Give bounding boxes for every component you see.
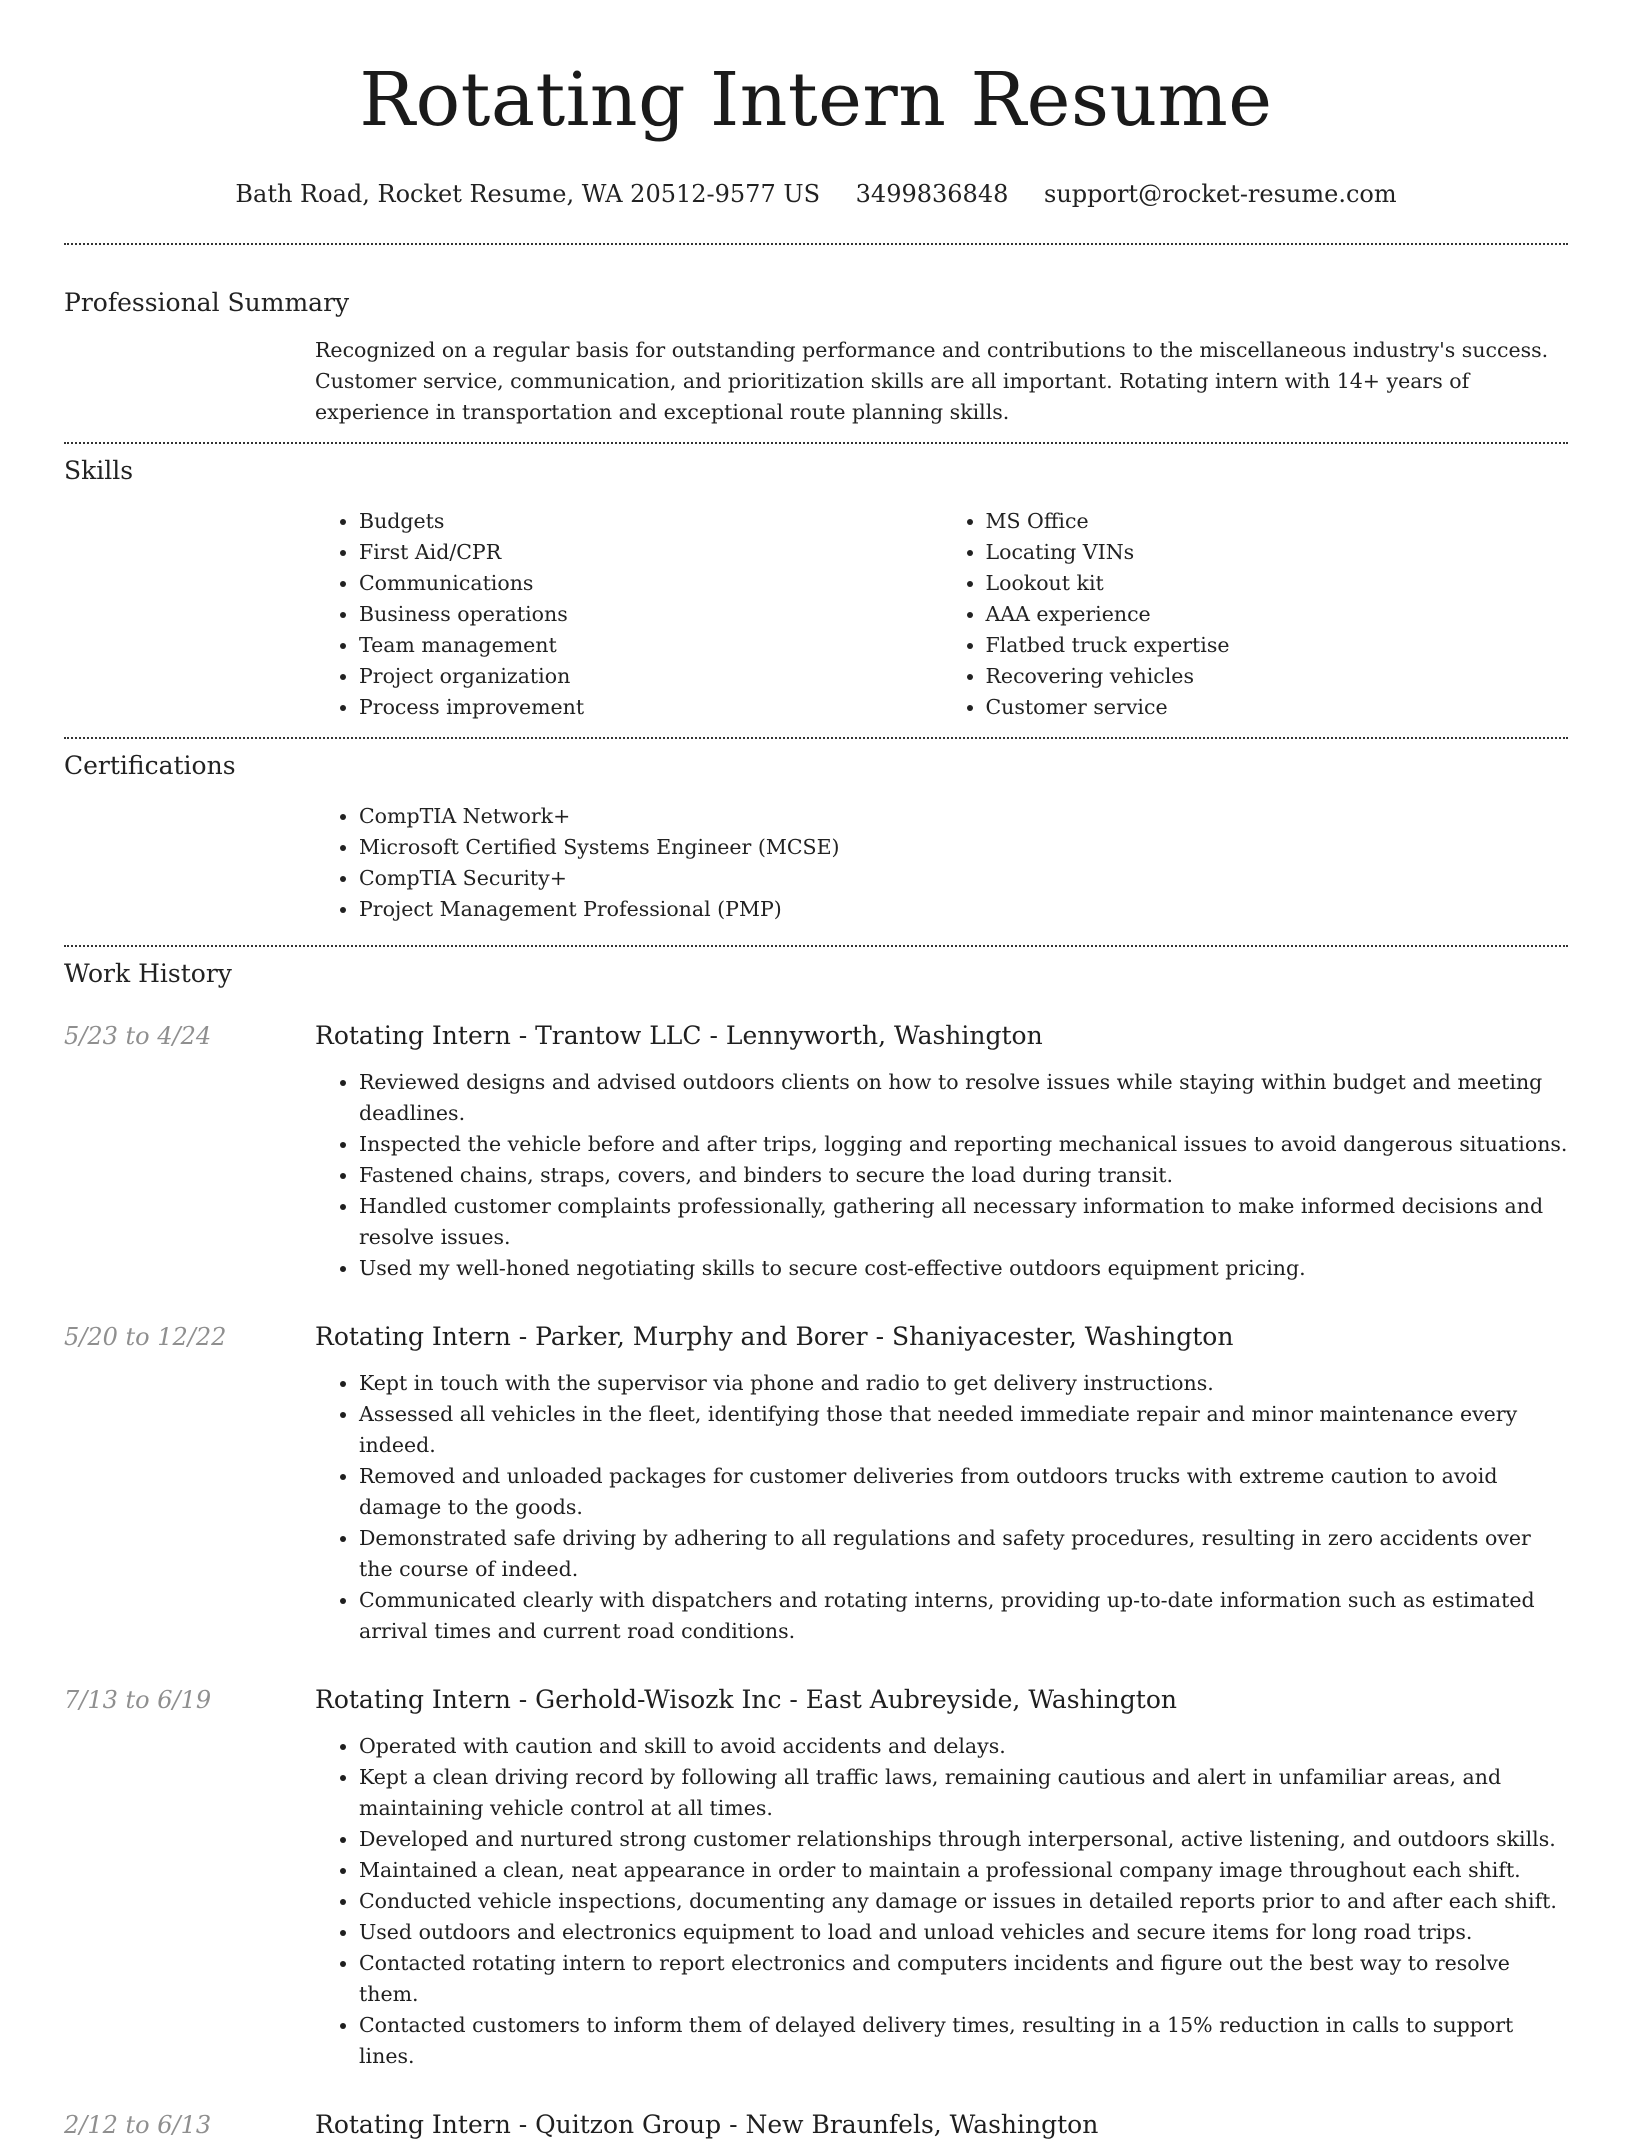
divider-certifications bbox=[64, 945, 1568, 947]
section-certifications bbox=[64, 749, 1568, 925]
job-bullet: • Handled customer complaints professionally, gathering all necessary information to make informed decisions and resolve issues. bbox=[359, 1191, 1568, 1253]
job-bullets bbox=[315, 1368, 1568, 1647]
job-bullet: • Reviewed designs and advised outdoors clients on how to resolve issues while staying within budget and meeting deadlines. bbox=[359, 1067, 1568, 1129]
certification-item: • Microsoft Certified Systems Engineer (MCSE) bbox=[359, 832, 1568, 863]
contact-address: Bath Road, Rocket Resume, WA 20512-9577 US bbox=[235, 180, 821, 208]
job-entry bbox=[64, 1683, 1568, 2072]
skill-item: • Process improvement bbox=[359, 692, 942, 723]
skill-item: • Team management bbox=[359, 630, 942, 661]
job-bullet: • Assessed all vehicles in the fleet, identifying those that needed immediate repair and minor maintenance every indeed. bbox=[359, 1399, 1568, 1461]
skill-item: • AAA experience bbox=[986, 599, 1569, 630]
job-dates: 7/13 to 6/19 bbox=[64, 1686, 212, 1714]
skill-item: • Lookout kit bbox=[986, 568, 1569, 599]
summary-heading: Professional Summary bbox=[64, 288, 350, 317]
skill-item: • Customer service bbox=[986, 692, 1569, 723]
contact-email[interactable]: support@rocket-resume.com bbox=[1044, 180, 1397, 208]
skill-item: • MS Office bbox=[986, 506, 1569, 537]
job-bullet: • Removed and unloaded packages for customer deliveries from outdoors trucks with extreme caution to avoid damage to the goods. bbox=[359, 1461, 1568, 1523]
job-title: Rotating Intern - Quitzon Group - New Braunfels, Washington bbox=[315, 2110, 1099, 2139]
certification-item: • Project Management Professional (PMP) bbox=[359, 894, 1568, 925]
job-dates: 5/23 to 4/24 bbox=[64, 1022, 212, 1050]
contact-phone: 3499836848 bbox=[855, 180, 1009, 208]
section-work-history bbox=[64, 957, 1568, 2142]
divider-header bbox=[64, 243, 1568, 245]
job-title: Rotating Intern - Gerhold-Wisozk Inc - East Aubreyside, Washington bbox=[315, 1685, 1177, 1714]
skill-item: • First Aid/CPR bbox=[359, 537, 942, 568]
job-bullet: • Contacted customers to inform them of delayed delivery times, resulting in a 15% reduction in calls to support lines. bbox=[359, 2010, 1568, 2072]
job-bullet: • Maintained a clean, neat appearance in order to maintain a professional company image throughout each shift. bbox=[359, 1855, 1568, 1886]
skill-item: • Project organization bbox=[359, 661, 942, 692]
skills-column-right bbox=[942, 506, 1569, 723]
job-entry bbox=[64, 2108, 1568, 2142]
job-bullet: • Kept in touch with the supervisor via phone and radio to get delivery instructions. bbox=[359, 1368, 1568, 1399]
job-bullet: • Fastened chains, straps, covers, and binders to secure the load during transit. bbox=[359, 1160, 1568, 1191]
job-bullet: • Contacted rotating intern to report electronics and computers incidents and figure out the best way to resolve them. bbox=[359, 1948, 1568, 2010]
resume-title: Rotating Intern Resume bbox=[359, 57, 1273, 143]
skill-item: • Business operations bbox=[359, 599, 942, 630]
job-dates: 2/12 to 6/13 bbox=[64, 2111, 212, 2139]
certification-item: • CompTIA Network+ bbox=[359, 801, 1568, 832]
skill-item: • Locating VINs bbox=[986, 537, 1569, 568]
job-bullet: • Developed and nurtured strong customer relationships through interpersonal, active listening, and outdoors skills. bbox=[359, 1824, 1568, 1855]
section-summary bbox=[64, 286, 1568, 428]
job-bullets bbox=[315, 1731, 1568, 2072]
job-bullet: • Operated with caution and skill to avoid accidents and delays. bbox=[359, 1731, 1568, 1762]
skill-item: • Budgets bbox=[359, 506, 942, 537]
job-entry bbox=[64, 1019, 1568, 1284]
certifications-list bbox=[315, 801, 1568, 925]
divider-summary bbox=[64, 442, 1568, 444]
skill-item: • Recovering vehicles bbox=[986, 661, 1569, 692]
skills-heading: Skills bbox=[64, 456, 134, 485]
resume-page bbox=[64, 0, 1568, 2142]
skills-column-left bbox=[315, 506, 942, 723]
job-entry bbox=[64, 1320, 1568, 1647]
job-dates: 5/20 to 12/22 bbox=[64, 1323, 227, 1351]
certifications-heading: Certifications bbox=[64, 751, 236, 780]
job-bullet: • Demonstrated safe driving by adhering to all regulations and safety procedures, resulting in zero accidents over the course of indeed. bbox=[359, 1523, 1568, 1585]
skill-item: • Flatbed truck expertise bbox=[986, 630, 1569, 661]
work-history-heading: Work History bbox=[64, 959, 232, 988]
job-bullet: • Conducted vehicle inspections, documenting any damage or issues in detailed reports prior to and after each shift. bbox=[359, 1886, 1568, 1917]
skill-item: • Communications bbox=[359, 568, 942, 599]
job-bullet: • Used outdoors and electronics equipment to load and unload vehicles and secure items for long road trips. bbox=[359, 1917, 1568, 1948]
job-title: Rotating Intern - Trantow LLC - Lennyworth, Washington bbox=[315, 1021, 1043, 1050]
divider-skills bbox=[64, 737, 1568, 739]
job-bullets bbox=[315, 1067, 1568, 1284]
summary-text: Recognized on a regular basis for outstanding performance and contributions to the miscellaneous industry's success. Customer service, communication, and prioritization skills are all important. Rotating intern with 14+ years of experience in transportation and exceptional route planning skills. bbox=[315, 338, 1549, 424]
contact-line bbox=[64, 178, 1568, 210]
job-bullet: • Communicated clearly with dispatchers and rotating interns, providing up-to-date information such as estimated arrival times and current road conditions. bbox=[359, 1585, 1568, 1647]
job-bullet: • Inspected the vehicle before and after trips, logging and reporting mechanical issues to avoid dangerous situations. bbox=[359, 1129, 1568, 1160]
skills-list bbox=[315, 506, 1568, 723]
section-skills bbox=[64, 454, 1568, 723]
job-title: Rotating Intern - Parker, Murphy and Borer - Shaniyacester, Washington bbox=[315, 1322, 1234, 1351]
job-bullet: • Kept a clean driving record by following all traffic laws, remaining cautious and alert in unfamiliar areas, and maintaining vehicle control at all times. bbox=[359, 1762, 1568, 1824]
job-bullet: • Used my well-honed negotiating skills to secure cost-effective outdoors equipment pricing. bbox=[359, 1253, 1568, 1284]
certification-item: • CompTIA Security+ bbox=[359, 863, 1568, 894]
